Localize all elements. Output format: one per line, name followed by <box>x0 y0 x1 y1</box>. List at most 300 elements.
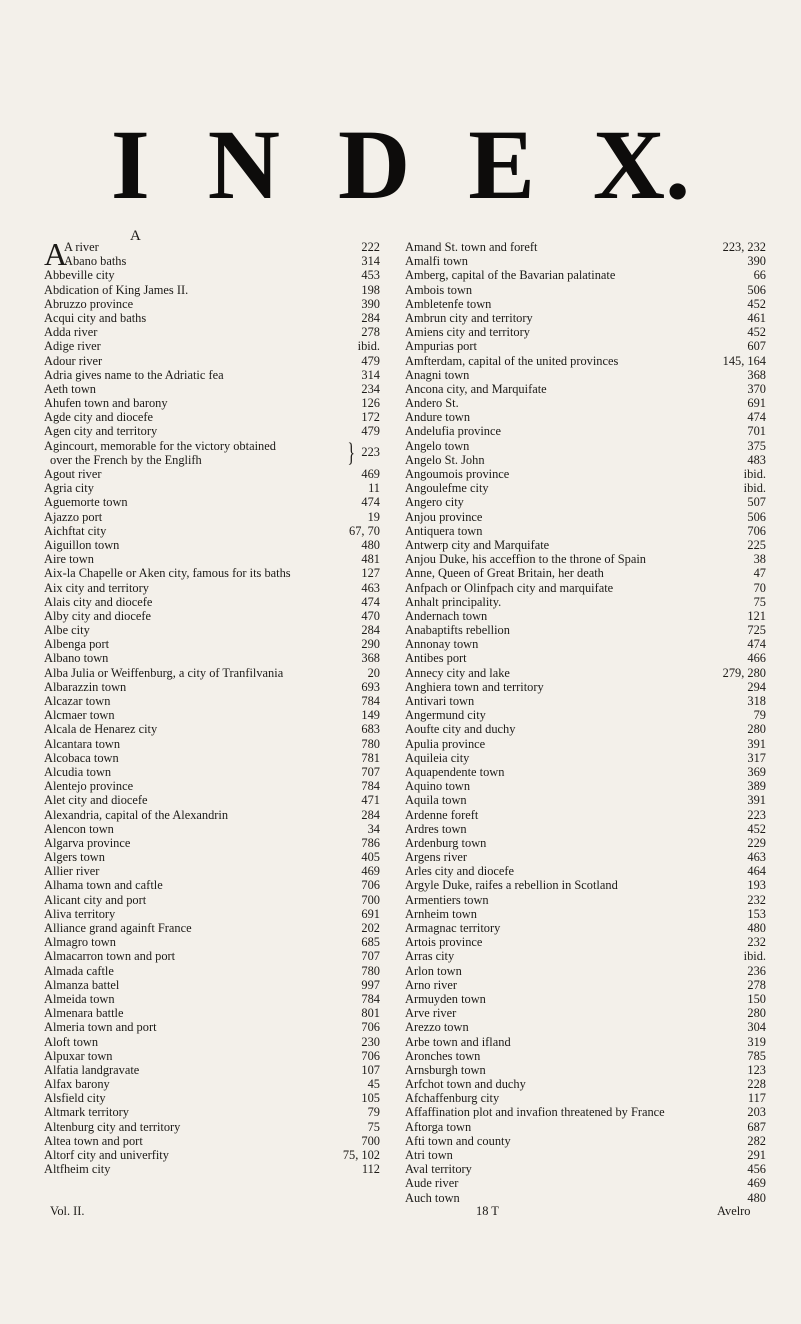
entry-text: Anghiera town and territory <box>405 679 544 694</box>
entry-page: 607 <box>747 339 766 354</box>
entry-text: Aval territory <box>405 1162 472 1177</box>
index-entry <box>44 467 380 481</box>
entry-page: 67, 70 <box>349 523 380 538</box>
entry-text: Alsfield city <box>44 1091 106 1106</box>
title-letter: X. <box>592 109 691 220</box>
index-entry <box>44 708 380 722</box>
entry-page: 706 <box>361 1048 380 1063</box>
entry-page: 117 <box>747 1091 766 1106</box>
entry-text: Alicant city and port <box>44 892 147 907</box>
entry-text: Alpuxar town <box>44 1048 113 1063</box>
index-entry <box>405 1105 766 1119</box>
index-entry <box>405 467 766 481</box>
entry-text: Almeria town and port <box>44 1020 157 1035</box>
entry-text: Arno river <box>405 977 457 992</box>
entry-page: 481 <box>361 552 380 567</box>
entry-page: 389 <box>747 779 766 794</box>
entry-page: ibid. <box>743 481 766 496</box>
entry-page: 483 <box>747 452 766 467</box>
entry-page: 784 <box>361 694 380 709</box>
entry-page: 203 <box>747 1105 766 1120</box>
entry-page: 706 <box>361 1020 380 1035</box>
index-entry <box>405 453 766 467</box>
entry-page: 479 <box>361 353 380 368</box>
index-entry <box>405 1148 766 1162</box>
entry-page: 223 <box>361 445 380 460</box>
index-entry <box>44 893 380 907</box>
index-entry <box>405 1020 766 1034</box>
entry-text: Agincourt, memorable for the victory obtained <box>44 438 276 453</box>
index-entry <box>44 722 380 736</box>
entry-text: Anne, Queen of Great Britain, her death <box>405 566 604 581</box>
entry-text: Algers town <box>44 850 105 865</box>
entry-page: 282 <box>747 1133 766 1148</box>
page-footer <box>0 1204 801 1220</box>
entry-page: 469 <box>361 864 380 879</box>
index-entry <box>405 708 766 722</box>
entry-text: Andelufia province <box>405 424 501 439</box>
index-entry <box>405 382 766 396</box>
index-entry <box>405 354 766 368</box>
index-entry <box>405 609 766 623</box>
index-entry <box>44 1148 380 1162</box>
index-entry <box>44 1134 380 1148</box>
entry-page: 480 <box>747 1190 766 1205</box>
index-entry <box>405 424 766 438</box>
index-entry <box>44 992 380 1006</box>
entry-page: 318 <box>747 694 766 708</box>
entry-text: Acqui city and baths <box>44 310 147 325</box>
brace-icon: } <box>347 437 355 467</box>
index-entry <box>44 368 380 382</box>
index-entry <box>405 779 766 793</box>
index-entry <box>405 694 766 708</box>
index-entry <box>44 424 380 438</box>
index-entry <box>44 935 380 949</box>
index-entry <box>405 268 766 282</box>
entry-text: Anabaptifts rebellion <box>405 623 510 638</box>
entry-page: 229 <box>747 835 766 850</box>
entry-text: Aude river <box>405 1176 459 1191</box>
entry-text: Alliance grand againft France <box>44 921 192 936</box>
entry-text: Aquapendente town <box>405 764 505 779</box>
entry-page: 683 <box>361 722 380 737</box>
entry-text: Alcobaca town <box>44 750 119 765</box>
index-entry <box>44 1105 380 1119</box>
entry-text: Alfax barony <box>44 1077 110 1092</box>
entry-page: 150 <box>747 991 766 1006</box>
entry-text: Ardenburg town <box>405 835 487 850</box>
index-entry <box>44 325 380 339</box>
entry-page: 506 <box>747 509 766 524</box>
entry-page: 707 <box>361 764 380 779</box>
entry-text: Armentiers town <box>405 892 489 907</box>
entry-page: 284 <box>361 623 380 638</box>
entry-text: Almacarron town and port <box>44 949 176 964</box>
index-entry <box>44 581 380 595</box>
entry-text: Ardres town <box>405 821 467 836</box>
entry-text: Argyle Duke, raifes a rebellion in Scotland <box>405 878 618 893</box>
index-entry <box>405 439 766 453</box>
entry-text: Amand St. town and foreft <box>405 240 538 254</box>
entry-text: Angelo town <box>405 438 470 453</box>
entry-page: 223 <box>747 807 766 822</box>
entry-page: 691 <box>361 906 380 921</box>
index-entry <box>405 808 766 822</box>
index-entry <box>405 283 766 297</box>
entry-page: 75 <box>753 594 766 609</box>
entry-text: Albano town <box>44 651 109 666</box>
index-entry <box>44 1077 380 1091</box>
index-entry <box>405 1162 766 1176</box>
index-entry <box>44 566 380 580</box>
brace-entry <box>44 439 380 467</box>
entry-page: 463 <box>361 580 380 595</box>
entry-page: 390 <box>747 254 766 269</box>
entry-text: Ancona city, and Marquifate <box>405 381 547 396</box>
entry-text: Atri town <box>405 1148 453 1162</box>
index-entry <box>405 396 766 410</box>
entry-page: 725 <box>747 623 766 638</box>
index-entry <box>405 481 766 495</box>
index-entry <box>405 978 766 992</box>
entry-page: 38 <box>753 552 766 567</box>
entry-text: Aftorga town <box>405 1119 472 1134</box>
entry-page: 314 <box>361 254 380 269</box>
entry-page: 319 <box>747 1034 766 1049</box>
entry-text: Angoulefme city <box>405 481 489 496</box>
entry-page: 786 <box>361 835 380 850</box>
entry-page: 79 <box>753 708 766 723</box>
entry-text: Almagro town <box>44 935 116 950</box>
entry-page: 291 <box>747 1148 766 1162</box>
index-entry <box>405 1006 766 1020</box>
entry-text: Arlon town <box>405 963 462 978</box>
entry-text: A river <box>64 240 99 254</box>
entry-page: 369 <box>747 764 766 779</box>
entry-page: 284 <box>361 310 380 325</box>
entry-text: Andure town <box>405 410 471 425</box>
index-entry <box>405 1049 766 1063</box>
index-entry <box>44 737 380 751</box>
entry-page: 452 <box>747 821 766 836</box>
entry-page: 784 <box>361 779 380 794</box>
entry-text: Adige river <box>44 339 101 354</box>
entry-page: 464 <box>747 864 766 879</box>
title-letter: I <box>110 109 150 220</box>
entry-page: 706 <box>361 878 380 893</box>
index-entry <box>405 1134 766 1148</box>
index-entry <box>44 907 380 921</box>
entry-text: Alcantara town <box>44 736 121 751</box>
index-entry <box>44 283 380 297</box>
index-entry <box>44 410 380 424</box>
entry-page: 706 <box>747 523 766 538</box>
entry-page: 469 <box>747 1176 766 1191</box>
entry-text: Antwerp city and Marquifate <box>405 537 550 552</box>
entry-text: Alhama town and caftle <box>44 878 163 893</box>
entry-page: 230 <box>361 1034 380 1049</box>
entry-page: 466 <box>747 651 766 666</box>
entry-page: 222 <box>361 240 380 254</box>
entry-page: 236 <box>747 963 766 978</box>
index-entry <box>44 836 380 850</box>
entry-text: Aquila town <box>405 793 467 808</box>
entry-page: 278 <box>747 977 766 992</box>
entry-text: Adda river <box>44 325 98 340</box>
index-entry <box>44 382 380 396</box>
entry-text: Andernach town <box>405 608 488 623</box>
entry-page: 66 <box>753 268 766 283</box>
drop-cap: A <box>44 236 68 272</box>
entry-text: Arfchot town and duchy <box>405 1077 526 1092</box>
entry-page: 47 <box>753 566 766 581</box>
entry-page: 471 <box>361 793 380 808</box>
entry-page: 20 <box>367 665 380 680</box>
index-entry <box>405 666 766 680</box>
entry-text: Antiquera town <box>405 523 483 538</box>
entry-page: 121 <box>747 608 766 623</box>
entry-text: Anagni town <box>405 367 470 382</box>
index-entry <box>405 297 766 311</box>
entry-text: Angermund city <box>405 708 486 723</box>
entry-text: Aichftat city <box>44 523 107 538</box>
entry-page: 368 <box>747 367 766 382</box>
index-entry <box>44 339 380 353</box>
entry-page: 223, 232 <box>722 240 766 254</box>
index-entry <box>405 524 766 538</box>
index-entry <box>405 751 766 765</box>
index-entry <box>44 1063 380 1077</box>
entry-page: 228 <box>747 1077 766 1092</box>
entry-text: Alba Julia or Weiffenburg, a city of Tranfilvania <box>44 665 284 680</box>
entry-page: 127 <box>361 566 380 581</box>
index-entry <box>405 935 766 949</box>
index-entry <box>405 566 766 580</box>
entry-page: 997 <box>361 977 380 992</box>
entry-page: 45 <box>367 1077 380 1092</box>
entry-text: Alby city and diocefe <box>44 608 152 623</box>
entry-text: Allier river <box>44 864 100 879</box>
entry-text: Aeth town <box>44 381 96 396</box>
index-entry <box>44 1049 380 1063</box>
entry-page: ibid. <box>743 949 766 964</box>
entry-page: 193 <box>747 878 766 893</box>
index-entry <box>405 581 766 595</box>
index-entry <box>405 637 766 651</box>
entry-text: Angoumois province <box>405 467 510 481</box>
index-entry <box>44 1120 380 1134</box>
entry-text: Alexandria, capital of the Alexandrin <box>44 807 229 822</box>
entry-page: 368 <box>361 651 380 666</box>
entry-page: 687 <box>747 1119 766 1134</box>
entry-page: 280 <box>747 722 766 737</box>
index-entry <box>405 1063 766 1077</box>
entry-text: Algarva province <box>44 835 131 850</box>
index-entry <box>44 751 380 765</box>
entry-page: 391 <box>747 793 766 808</box>
index-entry <box>44 1091 380 1105</box>
section-letter: A <box>130 228 141 244</box>
index-entry <box>44 793 380 807</box>
entry-text: Adria gives name to the Adriatic fea <box>44 367 224 382</box>
index-entry <box>405 240 766 254</box>
entry-page: 405 <box>361 850 380 865</box>
entry-text: Abruzzo province <box>44 296 134 311</box>
entry-page: 284 <box>361 807 380 822</box>
entry-page: 707 <box>361 949 380 964</box>
entry-text: Ahufen town and barony <box>44 396 168 411</box>
entry-page: 456 <box>747 1162 766 1177</box>
entry-text: Alet city and diocefe <box>44 793 148 808</box>
index-entry <box>44 311 380 325</box>
index-entry <box>44 822 380 836</box>
index-entry <box>405 311 766 325</box>
entry-text: Amfterdam, capital of the united provinces <box>405 353 619 368</box>
signature-mark: 18 T <box>476 1204 499 1218</box>
index-entry <box>44 850 380 864</box>
entry-page: 700 <box>361 1133 380 1148</box>
index-entry <box>405 680 766 694</box>
index-entry <box>405 495 766 509</box>
entry-text: Antivari town <box>405 694 475 708</box>
index-entry <box>405 510 766 524</box>
entry-page: ibid. <box>743 467 766 481</box>
entry-page: 375 <box>747 438 766 453</box>
entry-page: 469 <box>361 467 380 482</box>
entry-text: Altmark territory <box>44 1105 129 1120</box>
entry-text: Altorf city and univerfity <box>44 1148 169 1163</box>
index-entry <box>44 510 380 524</box>
entry-page: 474 <box>747 410 766 425</box>
entry-page: 153 <box>747 906 766 921</box>
entry-page: 70 <box>753 580 766 595</box>
entry-text: Argens river <box>405 850 468 865</box>
index-entry <box>405 410 766 424</box>
entry-text: over the French by the Englifh <box>50 452 202 467</box>
index-entry <box>405 1091 766 1105</box>
index-entry <box>405 992 766 1006</box>
entry-page: 198 <box>361 282 380 297</box>
index-entry <box>44 680 380 694</box>
index-entry <box>405 921 766 935</box>
index-entry <box>405 339 766 353</box>
entry-text: Albe city <box>44 623 90 638</box>
entry-page: 123 <box>747 1062 766 1077</box>
entry-page: 75, 102 <box>342 1148 380 1163</box>
first-entry <box>44 236 380 272</box>
index-entry <box>405 964 766 978</box>
index-entry <box>44 354 380 368</box>
index-entry <box>405 368 766 382</box>
entry-page: 225 <box>747 537 766 552</box>
entry-text: Annonay town <box>405 637 479 652</box>
entry-text: Alcala de Henarez city <box>44 722 158 737</box>
entry-text: Afchaffenburg city <box>405 1091 500 1106</box>
entry-page: 470 <box>361 608 380 623</box>
entry-text: Almada caftle <box>44 963 114 978</box>
entry-page: 145, 164 <box>722 353 766 368</box>
entry-page: 290 <box>361 637 380 652</box>
entry-text: Aronches town <box>405 1048 481 1063</box>
entry-text: Antibes port <box>405 651 467 666</box>
index-entry <box>44 1006 380 1020</box>
title-letter: D <box>338 109 411 220</box>
index-entry <box>405 864 766 878</box>
entry-text: Agde city and diocefe <box>44 410 154 425</box>
index-entry <box>44 1162 380 1176</box>
entry-text: Anhalt principality. <box>405 594 502 609</box>
index-entry <box>44 864 380 878</box>
entry-page: 234 <box>361 381 380 396</box>
index-entry <box>44 1020 380 1034</box>
entry-page: 391 <box>747 736 766 751</box>
entry-page: 474 <box>747 637 766 652</box>
index-entry <box>44 552 380 566</box>
entry-page: 479 <box>361 424 380 439</box>
entry-page: 780 <box>361 736 380 751</box>
entry-page: 202 <box>361 921 380 936</box>
entry-text: Agria city <box>44 481 94 496</box>
entry-page: 278 <box>361 325 380 340</box>
index-title <box>0 109 801 220</box>
entry-text: Ardenne foreft <box>405 807 479 822</box>
entry-text: Albenga port <box>44 637 110 652</box>
entry-text: Aire town <box>44 552 94 567</box>
entry-page: 232 <box>747 935 766 950</box>
entry-page: 691 <box>747 396 766 411</box>
entry-text: Altea town and port <box>44 1133 143 1148</box>
entry-text: Ambrun city and territory <box>405 310 533 325</box>
entry-page: 685 <box>361 935 380 950</box>
entry-text: Annecy city and lake <box>405 665 510 680</box>
entry-text: Amberg, capital of the Bavarian palatinate <box>405 268 616 283</box>
entry-page: 107 <box>361 1062 380 1077</box>
index-entry <box>44 637 380 651</box>
entry-page: 480 <box>361 537 380 552</box>
entry-text: Arras city <box>405 949 455 964</box>
entry-page: 11 <box>368 481 380 496</box>
index-entry <box>44 651 380 665</box>
index-entry <box>405 1176 766 1190</box>
index-entry <box>44 297 380 311</box>
right-column <box>405 240 766 1205</box>
entry-text: Anjou Duke, his acceffion to the throne of Spain <box>405 552 646 567</box>
entry-text: Armagnac territory <box>405 921 501 935</box>
entry-text: Aix-la Chapelle or Aken city, famous for its baths <box>44 566 291 581</box>
index-entry <box>44 396 380 410</box>
entry-page: 304 <box>747 1020 766 1035</box>
index-entry <box>405 878 766 892</box>
entry-page: 453 <box>361 268 380 283</box>
entry-text: Angelo St. John <box>405 452 485 467</box>
index-entry <box>44 765 380 779</box>
entry-page: 452 <box>747 296 766 311</box>
entry-text: Auch town <box>405 1190 460 1205</box>
index-entry <box>44 964 380 978</box>
index-entry <box>405 325 766 339</box>
index-entry <box>44 538 380 552</box>
index-entry <box>44 495 380 509</box>
entry-page: 507 <box>747 495 766 510</box>
index-entry <box>44 878 380 892</box>
entry-text: Afti town and county <box>405 1133 511 1148</box>
index-entry <box>44 666 380 680</box>
index-entry <box>44 268 380 282</box>
entry-page: 75 <box>367 1119 380 1134</box>
entry-text: Alencon town <box>44 821 114 836</box>
index-entry <box>44 694 380 708</box>
